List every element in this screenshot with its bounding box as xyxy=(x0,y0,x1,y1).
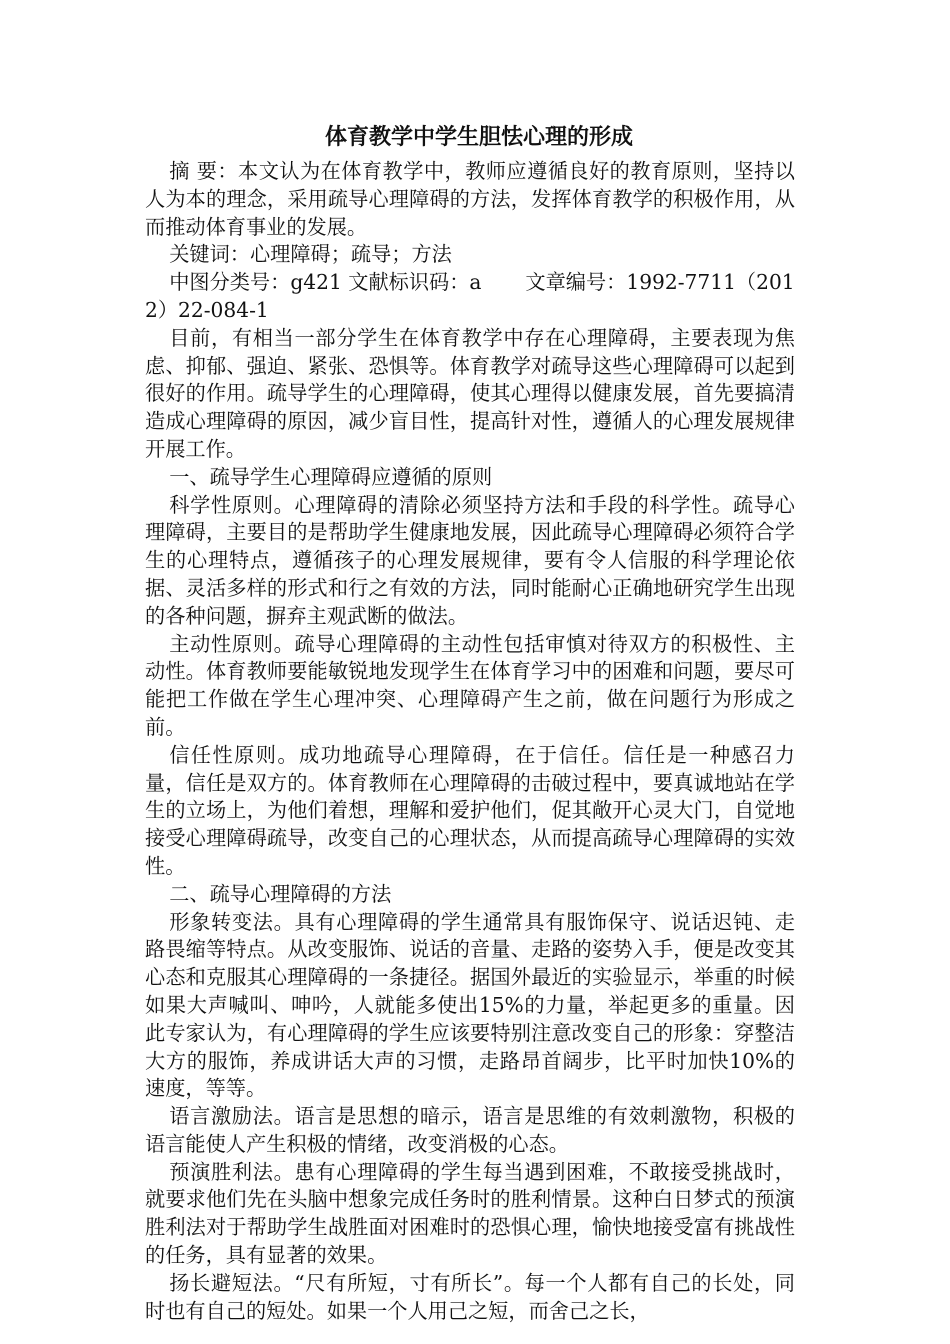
paragraph-language: 语言激励法。语言是思想的暗示，语言是思维的有效刺激物，积极的语言能使人产生积极的情绪，改变消极的心态。 xyxy=(145,1104,795,1156)
paragraph-initiative: 主动性原则。疏导心理障碍的主动性包括审慎对待双方的积极性、主动性。体育教师要能敏锐地发现学生在体育学习中的困难和问题，要尽可能把工作做在学生心理冲突、心理障碍产生之前，做在问题行为形成之前。 xyxy=(145,631,795,739)
document-page xyxy=(145,118,795,1325)
document-title: 体育教学中学生胆怯心理的形成 xyxy=(324,125,633,150)
section-heading-2: 二、疏导心理障碍的方法 xyxy=(169,881,392,906)
clc-number: 中图分类号：g421 xyxy=(169,270,342,295)
article-number: 文章编号：1992-7711（2012）22-084-1 xyxy=(145,270,795,322)
intro-paragraph: 目前，有相当一部分学生在体育教学中存在心理障碍，主要表现为焦虑、抑郁、强迫、紧张、恐惧等。体育教学对疏导这些心理障碍可以起到很好的作用。疏导学生的心理障碍，使其心理得以健康发展，首先要搞清造成心理障碍的原因，减少盲目性，提高针对性，遵循人的心理发展规律开展工作。 xyxy=(145,325,795,461)
paragraph-rehearsal: 预演胜利法。患有心理障碍的学生每当遇到困难，不敢接受挑战时，就要求他们先在头脑中想象完成任务时的胜利情景。这种白日梦式的预演胜利法对于帮助学生战胜面对困难时的恐惧心理，愉快地接受富有挑战性的任务，具有显著的效果。 xyxy=(145,1159,795,1268)
document-code: 文献标识码：a xyxy=(348,270,482,295)
paragraph-scientific: 科学性原则。心理障碍的清除必须坚持方法和手段的科学性。疏导心理障碍，主要目的是帮助学生健康地发展，因此疏导心理障碍必须符合学生的心理特点，遵循孩子的心理发展规律，要有令人信服的科学理论依据、灵活多样的形式和行之有效的方法，同时能耐心正确地研究学生出现的各种问题，摒弃主观武断的做法。 xyxy=(145,492,795,628)
paragraph-image-change: 形象转变法。具有心理障碍的学生通常具有服饰保守、说话迟钝、走路畏缩等特点。从改变服饰、说话的音量、走路的姿势入手，便是改变其心态和克服其心理障碍的一条捷径。据国外最近的实验显示，举重的时候如果大声喊叫、呻吟，人就能多使出15%的力量，举起更多的重量。因此专家认为，有心理障碍的学生应该要特别注意改变自己的形象：穿整洁大方的服饰，养成讲话大声的习惯，走路昂首阔步，比平时加快10%的速度，等等。 xyxy=(145,909,795,1101)
keywords: 关键词：心理障碍；疏导；方法 xyxy=(169,242,452,267)
classification-line xyxy=(145,269,795,325)
paragraph-strengths: 扬长避短法。“尺有所短，寸有所长”。每一个人都有自己的长处，同时也有自己的短处。如果一个人用己之短，而舍己之长， xyxy=(145,1270,795,1323)
section-heading-1: 一、疏导学生心理障碍应遵循的原则 xyxy=(169,464,493,489)
paragraph-trust: 信任性原则。成功地疏导心理障碍，在于信任。信任是一种感召力量，信任是双方的。体育教师在心理障碍的击破过程中，要真诚地站在学生的立场上，为他们着想，理解和爱护他们，促其敞开心灵大门，自觉地接受心理障碍疏导，改变自己的心理状态，从而提高疏导心理障碍的实效性。 xyxy=(145,742,795,878)
abstract: 摘 要：本文认为在体育教学中，教师应遵循良好的教育原则，坚持以人为本的理念，采用疏导心理障碍的方法，发挥体育教学的积极作用，从而推动体育事业的发展。 xyxy=(145,159,795,239)
